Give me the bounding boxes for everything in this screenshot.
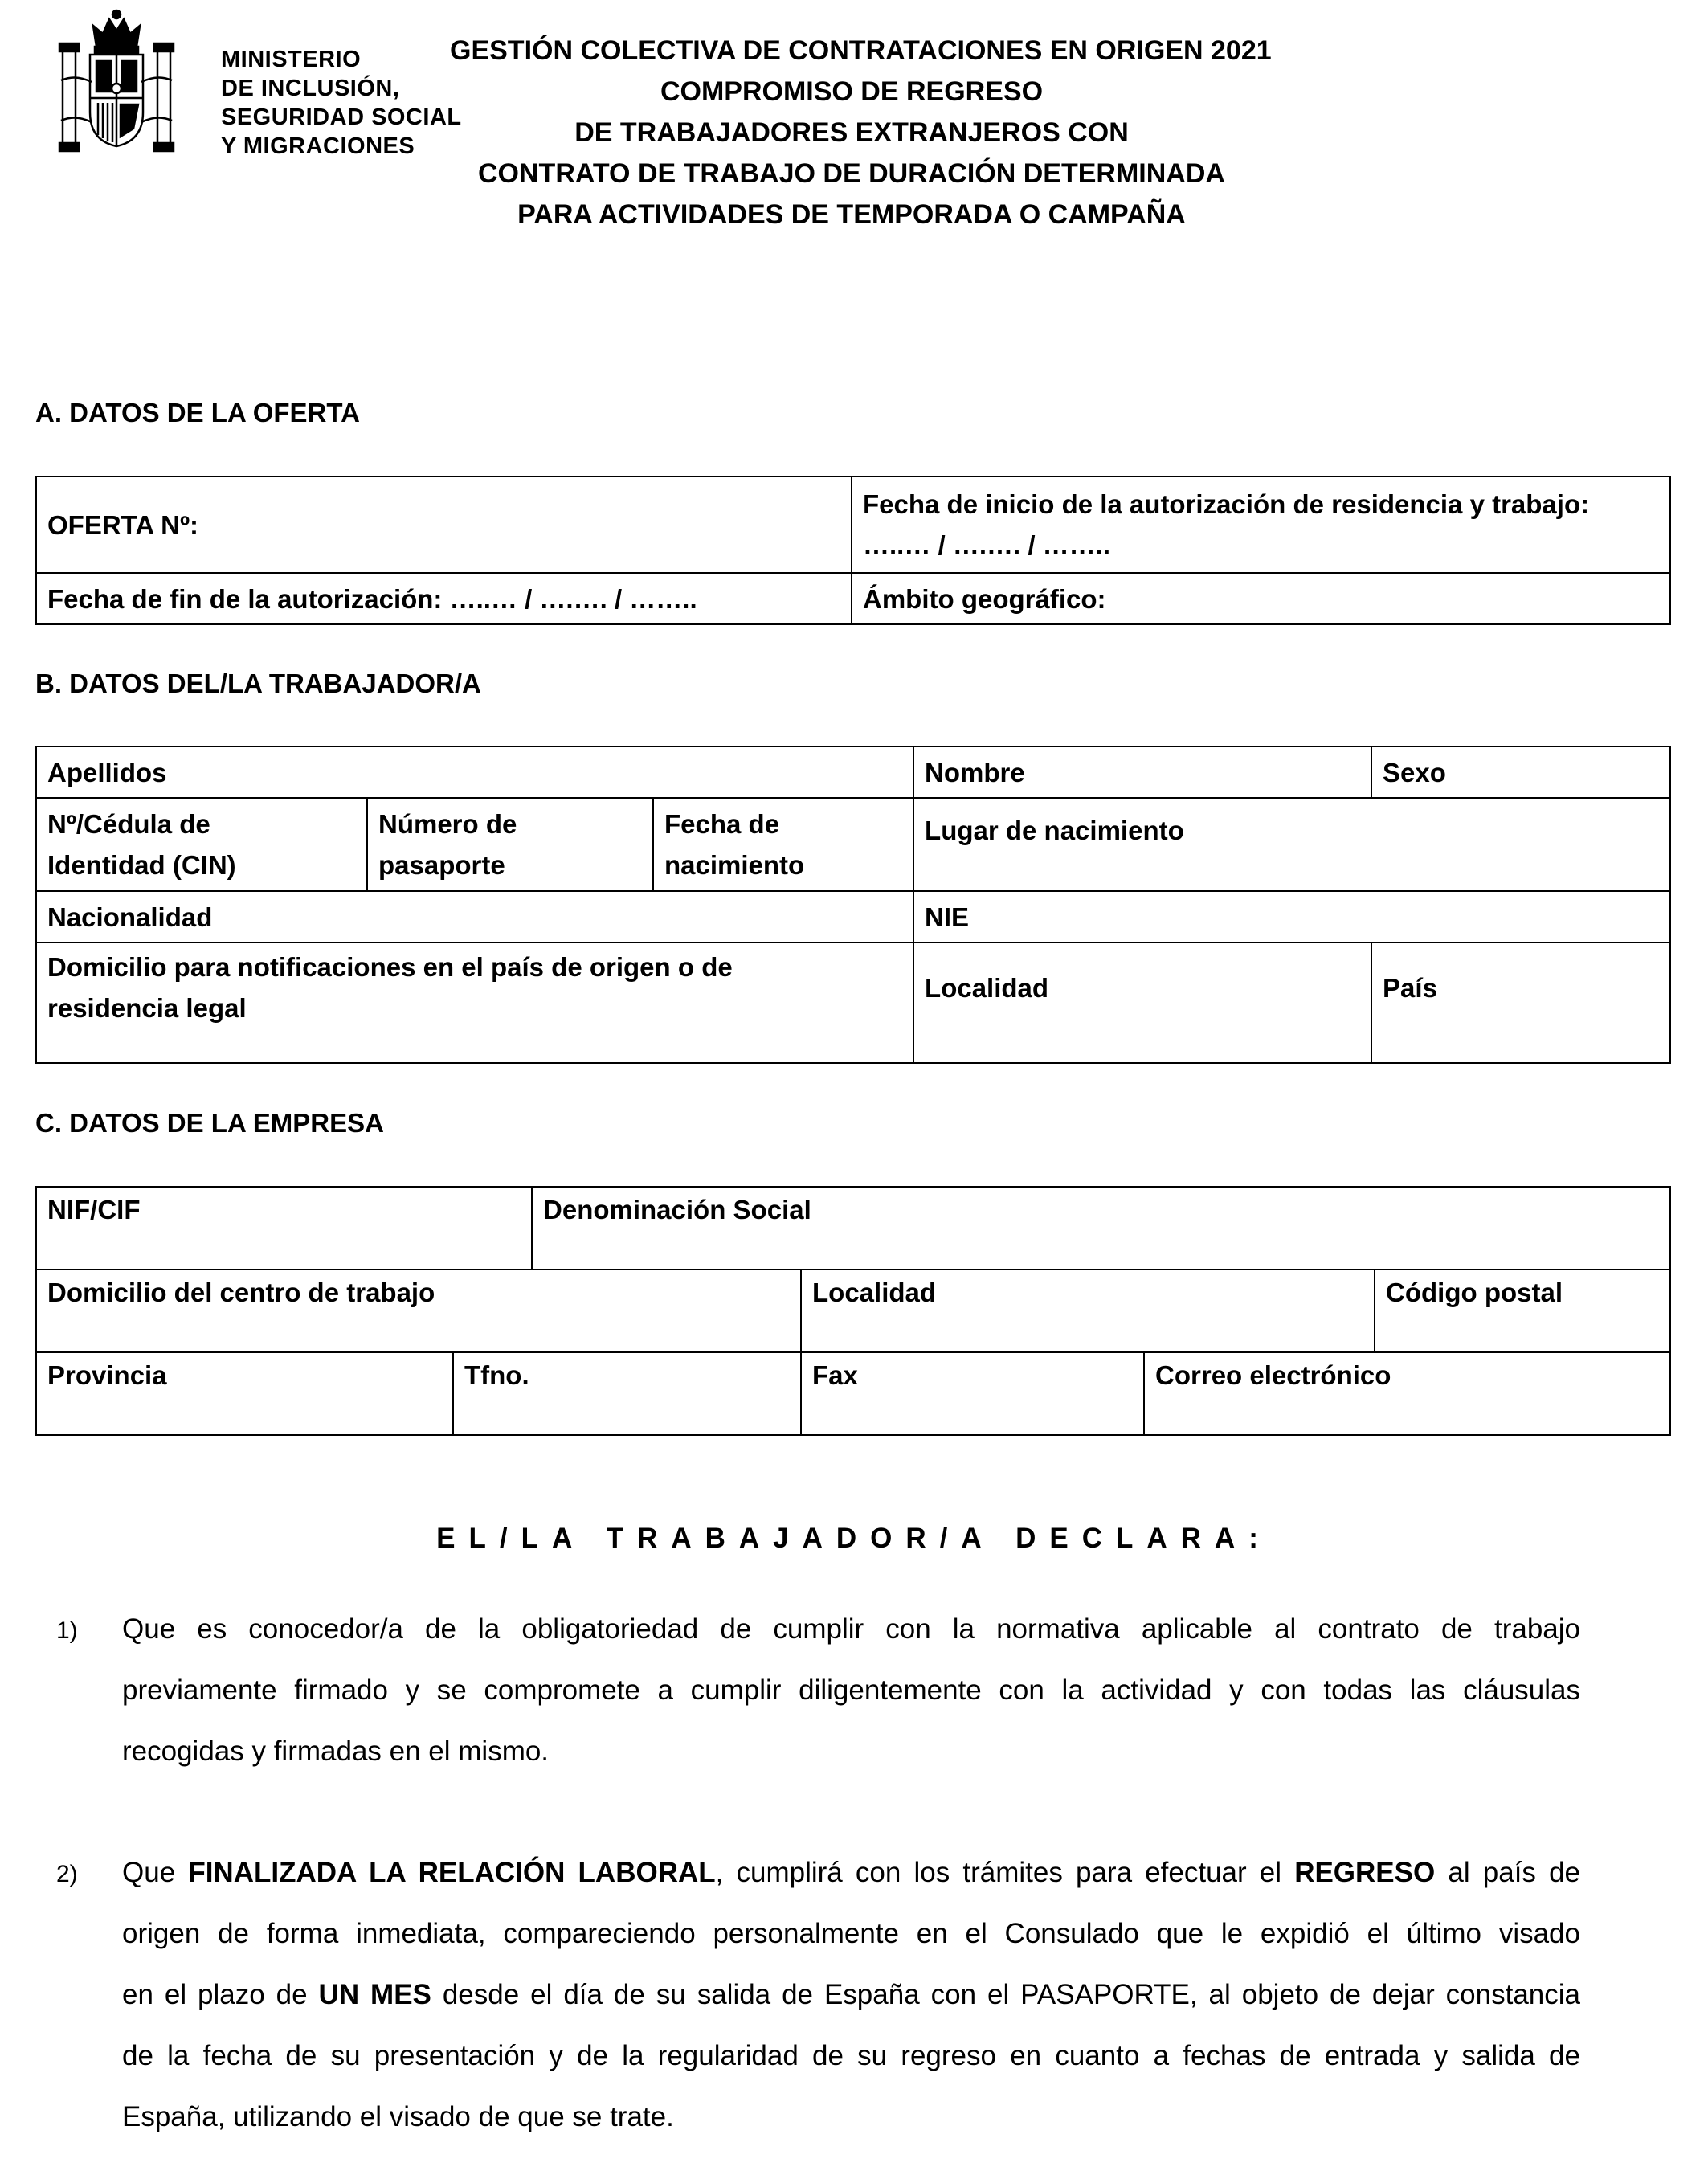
nombre-field[interactable] xyxy=(913,746,1371,798)
correo-label: Correo electrónico xyxy=(1155,1360,1391,1390)
fax-label: Fax xyxy=(812,1360,858,1390)
sexo-label: Sexo xyxy=(1383,757,1446,787)
pasaporte-field[interactable] xyxy=(367,798,653,891)
pasaporte-label-2: pasaporte xyxy=(378,850,505,880)
apellidos-field[interactable] xyxy=(36,746,913,798)
item-1-line-3: recogidas y firmadas en el mismo. xyxy=(122,1736,550,1767)
domicilio-label-2: residencia legal xyxy=(47,993,247,1023)
apellidos-label: Apellidos xyxy=(47,757,167,787)
ministry-line-3: SEGURIDAD SOCIAL xyxy=(221,104,462,130)
fax-field[interactable] xyxy=(801,1352,1144,1435)
lugar-nacimiento-field[interactable] xyxy=(913,798,1670,891)
item-2-l1-d: REGRESO xyxy=(1294,1857,1436,1888)
codigo-postal-label: Código postal xyxy=(1386,1278,1563,1307)
ministry-name xyxy=(221,45,462,161)
fecha-inicio-label: Fecha de inicio de la autorización de residencia y trabajo: xyxy=(863,489,1590,519)
item-1-number: 1) xyxy=(56,1617,78,1644)
nie-label: NIE xyxy=(925,902,970,932)
section-a-title: A. DATOS DE LA OFERTA xyxy=(35,398,360,427)
domicilio-centro-label: Domicilio del centro de trabajo xyxy=(47,1278,435,1307)
fecha-inicio-field[interactable] xyxy=(852,476,1670,573)
item-2-l3-c: desde el día de su salida de España con el PASAPORTE, al objeto de dejar constancia xyxy=(431,1979,1581,2010)
denominacion-label: Denominación Social xyxy=(543,1195,811,1225)
nacionalidad-field[interactable] xyxy=(36,891,913,942)
item-2-l3-b: UN MES xyxy=(318,1979,431,2010)
fecha-fin-field[interactable] xyxy=(36,573,852,624)
localidad-company-field[interactable] xyxy=(801,1269,1375,1352)
pasaporte-label-1: Número de xyxy=(378,809,517,839)
item-2-line-1 xyxy=(122,1842,1580,1903)
item-2-line-2: origen de forma inmediata, compareciendo personalmente en el Consulado que le expidió el último visado xyxy=(122,1918,1580,1949)
ambito-field[interactable] xyxy=(852,573,1670,624)
ministry-line-2: DE INCLUSIÓN, xyxy=(221,76,400,101)
title-line-5: PARA ACTIVIDADES DE TEMPORADA O CAMPAÑA xyxy=(517,199,1186,230)
worker-table xyxy=(35,746,1671,1064)
pais-field[interactable] xyxy=(1371,942,1670,1063)
fecha-inicio-blank: …..… / ….…. / …….. xyxy=(863,530,1111,560)
declaration-item-1 xyxy=(56,1599,1580,1782)
cedula-label-2: Identidad (CIN) xyxy=(47,850,236,880)
fecha-nacimiento-label-2: nacimiento xyxy=(664,850,805,880)
item-2-number: 2) xyxy=(56,1861,78,1887)
title-line-2: COMPROMISO DE REGRESO xyxy=(660,76,1044,107)
denominacion-field[interactable] xyxy=(532,1187,1670,1269)
oferta-label: OFERTA Nº: xyxy=(47,509,199,540)
item-2-line-5: España, utilizando el visado de que se trate. xyxy=(122,2101,674,2132)
domicilio-field[interactable] xyxy=(36,942,913,1063)
item-2-l1-b: FINALIZADA LA RELACIÓN LABORAL xyxy=(188,1857,716,1888)
declaration-item-2 xyxy=(56,1842,1580,2148)
localidad-worker-field[interactable] xyxy=(913,942,1371,1063)
oferta-number-field[interactable] xyxy=(36,476,852,573)
section-c-title: C. DATOS DE LA EMPRESA xyxy=(35,1108,384,1138)
fecha-fin-label: Fecha de fin de la autorización: …..… / ….…. / …….. xyxy=(47,583,697,614)
ministry-line-1: MINISTERIO xyxy=(221,47,362,72)
fecha-nacimiento-label-1: Fecha de xyxy=(664,809,780,839)
item-1-line-2: previamente firmado y se compromete a cumplir diligentemente con la actividad y con todas las cláusulas xyxy=(122,1674,1580,1706)
section-b-title: B. DATOS DEL/LA TRABAJADOR/A xyxy=(35,668,481,698)
declaration-heading: EL/LA TRABAJADOR/A DECLARA: xyxy=(436,1523,1272,1554)
pais-label: País xyxy=(1383,973,1437,1003)
cedula-label-1: Nº/Cédula de xyxy=(47,809,210,839)
nie-field[interactable] xyxy=(913,891,1670,942)
tfno-field[interactable] xyxy=(453,1352,801,1435)
item-2-l1-e: al país de xyxy=(1435,1857,1580,1888)
ambito-label: Ámbito geográfico: xyxy=(863,583,1106,614)
nif-field[interactable] xyxy=(36,1187,532,1269)
domicilio-label-1: Domicilio para notificaciones en el país de origen o de xyxy=(47,952,733,982)
provincia-label: Provincia xyxy=(47,1360,167,1390)
offer-table xyxy=(35,476,1671,625)
lugar-nacimiento-label: Lugar de nacimiento xyxy=(925,816,1184,845)
nif-label: NIF/CIF xyxy=(47,1195,141,1225)
localidad-company-label: Localidad xyxy=(812,1278,937,1307)
item-2-l3-a: en el plazo de xyxy=(122,1979,319,2010)
title-line-4: CONTRATO DE TRABAJO DE DURACIÓN DETERMINADA xyxy=(478,158,1225,189)
item-2-line-4: de la fecha de su presentación y de la regularidad de su regreso en cuanto a fechas de entrada y salida de xyxy=(122,2040,1580,2071)
title-line-3: DE TRABAJADORES EXTRANJEROS CON xyxy=(574,117,1129,148)
domicilio-centro-field[interactable] xyxy=(36,1269,801,1352)
coat-of-arms-logo xyxy=(56,8,177,157)
tfno-label: Tfno. xyxy=(464,1360,529,1390)
title-line-1: GESTIÓN COLECTIVA DE CONTRATACIONES EN ORIGEN 2021 xyxy=(450,35,1272,66)
localidad-worker-label: Localidad xyxy=(925,973,1049,1003)
document-title xyxy=(450,31,1272,235)
nombre-label: Nombre xyxy=(925,757,1025,787)
item-2-line-3 xyxy=(122,1965,1580,2026)
company-table xyxy=(35,1186,1671,1436)
item-2-l1-c: , cumplirá con los trámites para efectuar el xyxy=(715,1857,1295,1888)
fecha-nacimiento-field[interactable] xyxy=(653,798,913,891)
item-2-l1-a: Que xyxy=(122,1857,189,1888)
item-1-line-1: Que es conocedor/a de la obligatoriedad de cumplir con la normativa aplicable al contrato de trabajo xyxy=(122,1613,1580,1645)
sexo-field[interactable] xyxy=(1371,746,1670,798)
ministry-line-4: Y MIGRACIONES xyxy=(221,133,415,159)
provincia-field[interactable] xyxy=(36,1352,453,1435)
nacionalidad-label: Nacionalidad xyxy=(47,902,213,932)
correo-field[interactable] xyxy=(1144,1352,1670,1435)
cedula-field[interactable] xyxy=(36,798,367,891)
codigo-postal-field[interactable] xyxy=(1375,1269,1670,1352)
